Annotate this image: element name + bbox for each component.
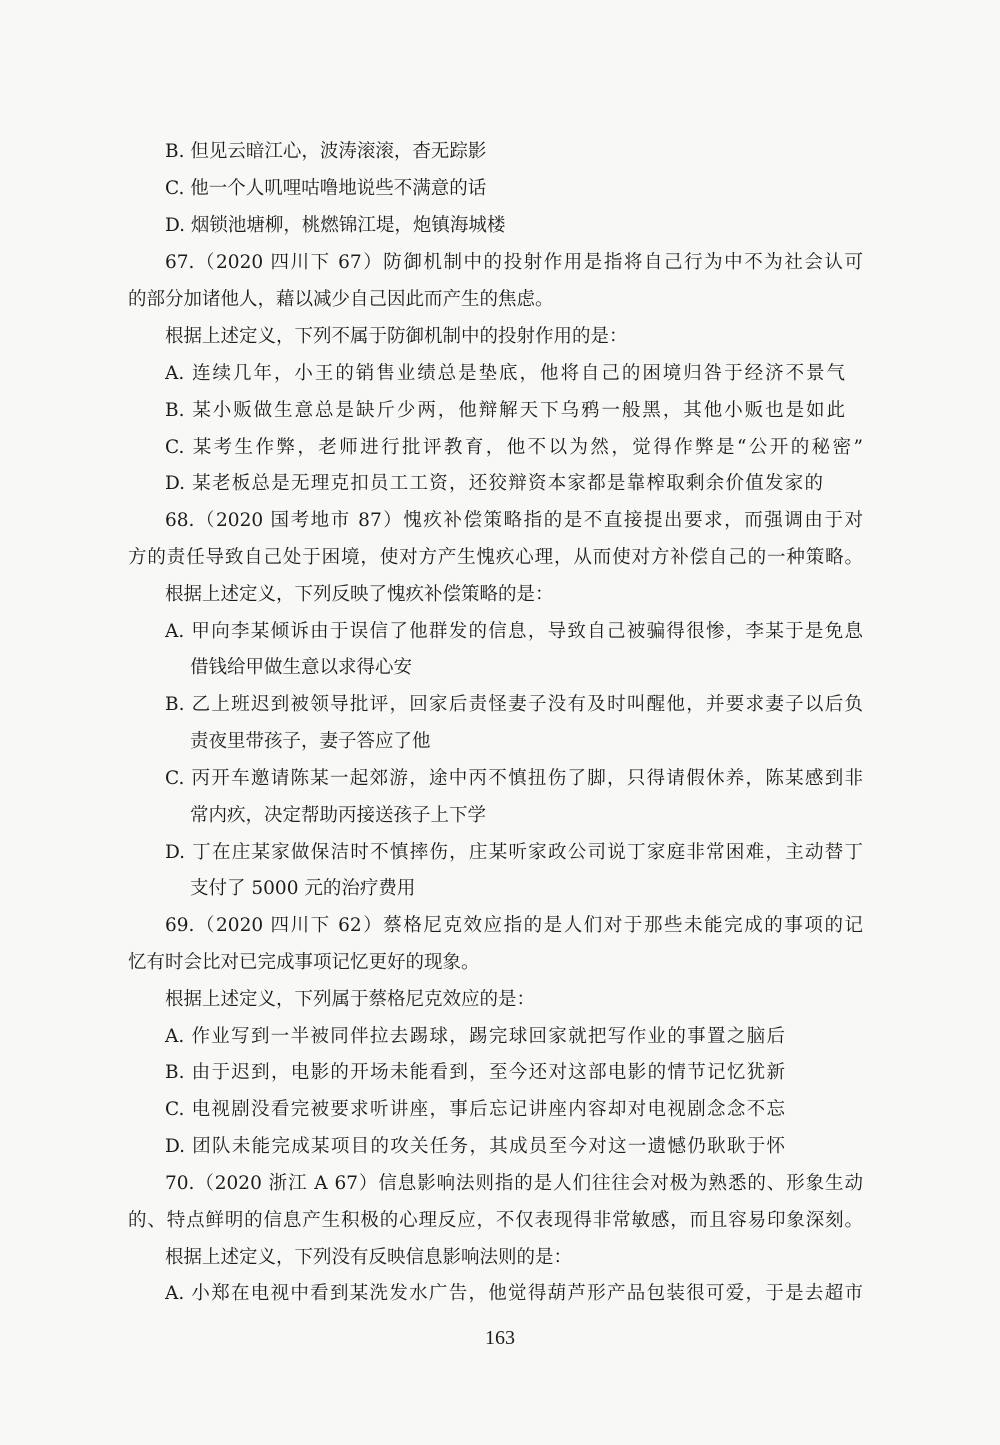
q68-option-d-line2: 支付了 5000 元的治疗费用 — [190, 878, 416, 899]
q68-prompt: 根据上述定义，下列反映了愧疚补偿策略的是： — [165, 584, 554, 605]
q66-option-d: D. 烟锁池塘柳，桃燃锦江堤，炮镇海城楼 — [165, 215, 506, 236]
q68-option-c-line1: C. 丙开车邀请陈某一起郊游，途中丙不慎扭伤了脚，只得请假休养，陈某感到非 — [165, 768, 863, 789]
q70-option-a-line1: A. 小郑在电视中看到某洗发水广告，他觉得葫芦形产品包装很可爱，于是去超市 — [165, 1283, 863, 1304]
q70-stem-line2: 的、特点鲜明的信息产生积极的心理反应，不仅表现得非常敏感，而且容易印象深刻。 — [128, 1210, 863, 1231]
q68-option-b-line2: 责夜里带孩子，妻子答应了他 — [190, 731, 431, 752]
q69-stem-line1: 69.（2020 四川下 62）蔡格尼克效应指的是人们对于那些未能完成的事项的记 — [165, 915, 863, 936]
q68-option-a-line1: A. 甲向李某倾诉由于误信了他群发的信息，导致自己被骗得很惨，李某于是免息 — [165, 621, 863, 642]
q68-stem-line1: 68.（2020 国考地市 87）愧疚补偿策略指的是不直接提出要求，而强调由于对 — [165, 510, 863, 531]
q67-option-d: D. 某老板总是无理克扣员工工资，还狡辩资本家都是靠榨取剩余价值发家的 — [165, 473, 823, 494]
q67-stem-line2: 的部分加诸他人，藉以减少自己因此而产生的焦虑。 — [128, 289, 554, 310]
q68-option-c-line2: 常内疚，决定帮助丙接送孩子上下学 — [190, 805, 487, 826]
q68-option-d-line1: D. 丁在庄某家做保洁时不慎摔伤，庄某听家政公司说丁家庭非常困难，主动替丁 — [165, 842, 863, 863]
q67-option-c: C. 某考生作弊，老师进行批评教育，他不以为然，觉得作弊是“公开的秘密” — [165, 437, 863, 458]
page-number: 163 — [485, 1327, 515, 1349]
q68-stem-line2: 方的责任导致自己处于困境，使对方产生愧疚心理，从而使对方补偿自己的一种策略。 — [128, 547, 863, 568]
q68-option-a-line2: 借钱给甲做生意以求得心安 — [190, 657, 413, 678]
q69-option-b: B. 由于迟到，电影的开场未能看到，至今还对这部电影的情节记忆犹新 — [165, 1062, 785, 1083]
q67-option-a: A. 连续几年，小王的销售业绩总是垫底，他将自己的困境归咎于经济不景气 — [165, 363, 845, 384]
q67-prompt: 根据上述定义，下列不属于防御机制中的投射作用的是： — [165, 326, 628, 347]
q67-option-b: B. 某小贩做生意总是缺斤少两，他辩解天下乌鸦一般黑，其他小贩也是如此 — [165, 400, 845, 421]
q67-stem-line1: 67.（2020 四川下 67）防御机制中的投射作用是指将自己行为中不为社会认可 — [165, 252, 863, 273]
q69-stem-line2: 忆有时会比对已完成事项记忆更好的现象。 — [128, 952, 480, 973]
q69-option-c: C. 电视剧没看完被要求听讲座，事后忘记讲座内容却对电视剧念念不忘 — [165, 1099, 785, 1120]
q70-prompt: 根据上述定义，下列没有反映信息影响法则的是： — [165, 1247, 573, 1268]
q66-option-c: C. 他一个人叽哩咕噜地说些不满意的话 — [165, 178, 487, 199]
q69-option-a: A. 作业写到一半被同伴拉去踢球，踢完球回家就把写作业的事置之脑后 — [165, 1026, 785, 1047]
q66-option-b: B. 但见云暗江心，波涛滚滚，杳无踪影 — [165, 141, 487, 162]
q70-stem-line1: 70.（2020 浙江 A 67）信息影响法则指的是人们往往会对极为熟悉的、形象生动 — [165, 1173, 863, 1194]
q68-option-b-line1: B. 乙上班迟到被领导批评，回家后责怪妻子没有及时叫醒他，并要求妻子以后负 — [165, 694, 863, 715]
q69-prompt: 根据上述定义，下列属于蔡格尼克效应的是： — [165, 989, 536, 1010]
q69-option-d: D. 团队未能完成某项目的攻关任务，其成员至今对这一遗憾仍耿耿于怀 — [165, 1136, 785, 1157]
